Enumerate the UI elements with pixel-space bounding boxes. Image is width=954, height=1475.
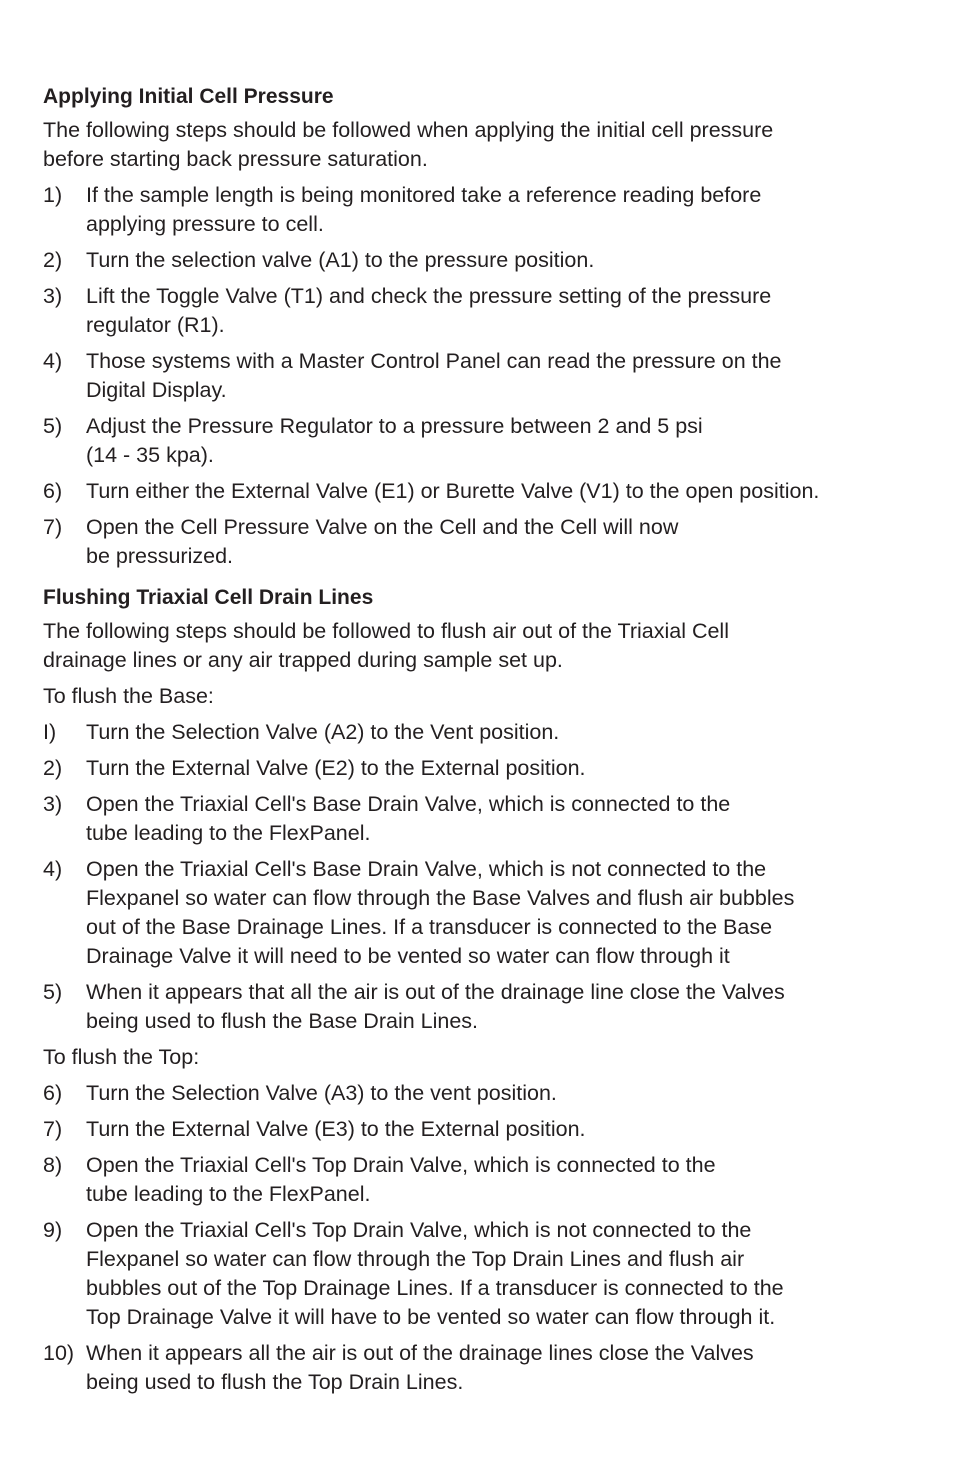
step-line: regulator (R1).: [86, 313, 225, 337]
step-line: Turn the Selection Valve (A2) to the Vent position.: [86, 720, 560, 744]
step-text: [86, 855, 924, 971]
step-line: being used to flush the Base Drain Lines.: [86, 1009, 479, 1033]
step-text: [86, 1216, 924, 1332]
intro-line: drainage lines or any air trapped during sample set up.: [43, 648, 563, 672]
step-line: Open the Cell Pressure Valve on the Cell and the Cell will now: [86, 515, 679, 539]
step-text: [86, 718, 924, 747]
step-line: Open the Triaxial Cell's Base Drain Valve, which is connected to the: [86, 792, 731, 816]
step-line: bubbles out of the Top Drainage Lines. If a transducer is connected to the: [86, 1276, 784, 1300]
step-number: 6): [43, 1081, 63, 1105]
step-number: 7): [43, 515, 63, 539]
step-item: [43, 1079, 924, 1108]
step-number: 9): [43, 1218, 63, 1242]
flush-top-label: To flush the Top:: [43, 1045, 200, 1069]
step-item: [43, 978, 924, 1036]
base-step-list: [43, 718, 924, 1036]
step-number: 8): [43, 1153, 63, 1177]
step-text: [86, 477, 924, 506]
step-item: [43, 347, 924, 405]
step-line: Turn the External Valve (E2) to the External position.: [86, 756, 586, 780]
step-line: Turn either the External Valve (E1) or Burette Valve (V1) to the open position.: [86, 479, 820, 503]
intro-line: before starting back pressure saturation.: [43, 147, 428, 171]
step-number: 6): [43, 479, 63, 503]
step-item: [43, 1151, 924, 1209]
step-text: [86, 1339, 924, 1397]
step-text: [86, 1115, 924, 1144]
flush-base-label: To flush the Base:: [43, 684, 214, 708]
step-line: Open the Triaxial Cell's Top Drain Valve, which is connected to the: [86, 1153, 716, 1177]
step-line: Flexpanel so water can flow through the Top Drain Lines and flush air: [86, 1247, 745, 1271]
step-text: [86, 513, 924, 571]
section-intro: [43, 116, 924, 174]
step-number: 3): [43, 284, 63, 308]
step-text: [86, 1151, 924, 1209]
step-number: 4): [43, 349, 63, 373]
step-item: [43, 855, 924, 971]
step-number: 2): [43, 248, 63, 272]
step-item: [43, 477, 924, 506]
step-item: [43, 513, 924, 571]
step-line: Those systems with a Master Control Panel can read the pressure on the: [86, 349, 782, 373]
step-line: Adjust the Pressure Regulator to a pressure between 2 and 5 psi: [86, 414, 703, 438]
step-item: [43, 790, 924, 848]
step-line: When it appears all the air is out of the drainage lines close the Valves: [86, 1341, 754, 1365]
step-number: 2): [43, 756, 63, 780]
section-heading: Flushing Triaxial Cell Drain Lines: [43, 586, 374, 609]
step-text: [86, 1079, 924, 1108]
step-number: 10): [43, 1341, 75, 1365]
step-item: [43, 1216, 924, 1332]
step-line: tube leading to the FlexPanel.: [86, 821, 371, 845]
step-line: Turn the Selection Valve (A3) to the vent position.: [86, 1081, 557, 1105]
intro-line: The following steps should be followed to flush air out of the Triaxial Cell: [43, 619, 729, 643]
step-text: [86, 181, 924, 239]
step-line: If the sample length is being monitored take a reference reading before: [86, 183, 762, 207]
step-line: Drainage Valve it will need to be vented so water can flow through it: [86, 944, 730, 968]
step-line: Flexpanel so water can flow through the Base Valves and flush air bubbles: [86, 886, 795, 910]
step-line: be pressurized.: [86, 544, 233, 568]
step-text: [86, 412, 924, 470]
section-heading: Applying Initial Cell Pressure: [43, 85, 334, 108]
step-list: [43, 181, 924, 571]
step-line: Lift the Toggle Valve (T1) and check the pressure setting of the pressure: [86, 284, 772, 308]
step-line: Open the Triaxial Cell's Top Drain Valve, which is not connected to the: [86, 1218, 752, 1242]
step-line: (14 - 35 kpa).: [86, 443, 214, 467]
step-text: [86, 754, 924, 783]
step-text: [86, 347, 924, 405]
step-item: [43, 1115, 924, 1144]
step-number: 3): [43, 792, 63, 816]
step-line: Turn the External Valve (E3) to the External position.: [86, 1117, 586, 1141]
section-applying-initial-cell-pressure: [43, 82, 924, 571]
step-item: [43, 412, 924, 470]
step-line: applying pressure to cell.: [86, 212, 324, 236]
step-line: Digital Display.: [86, 378, 227, 402]
step-number: 4): [43, 857, 63, 881]
step-item: [43, 754, 924, 783]
step-item: [43, 282, 924, 340]
step-item: [43, 718, 924, 747]
step-line: Top Drainage Valve it will have to be vented so water can flow through it.: [86, 1305, 776, 1329]
step-text: [86, 790, 924, 848]
step-item: [43, 181, 924, 239]
step-text: [86, 282, 924, 340]
step-number: 7): [43, 1117, 63, 1141]
step-number: I): [43, 720, 57, 744]
step-line: being used to flush the Top Drain Lines.: [86, 1370, 464, 1394]
section-flushing-triaxial-cell-drain-lines: [43, 583, 924, 1397]
step-text: [86, 978, 924, 1036]
step-line: Turn the selection valve (A1) to the pressure position.: [86, 248, 595, 272]
step-number: 5): [43, 980, 63, 1004]
step-text: [86, 246, 924, 275]
step-line: When it appears that all the air is out of the drainage line close the Valves: [86, 980, 785, 1004]
section-intro: [43, 617, 924, 675]
step-item: [43, 246, 924, 275]
top-step-list: [43, 1079, 924, 1397]
step-line: out of the Base Drainage Lines. If a transducer is connected to the Base: [86, 915, 773, 939]
intro-line: The following steps should be followed when applying the initial cell pressure: [43, 118, 774, 142]
step-number: 1): [43, 183, 63, 207]
step-number: 5): [43, 414, 63, 438]
step-line: Open the Triaxial Cell's Base Drain Valve, which is not connected to the: [86, 857, 767, 881]
step-line: tube leading to the FlexPanel.: [86, 1182, 371, 1206]
step-item: [43, 1339, 924, 1397]
